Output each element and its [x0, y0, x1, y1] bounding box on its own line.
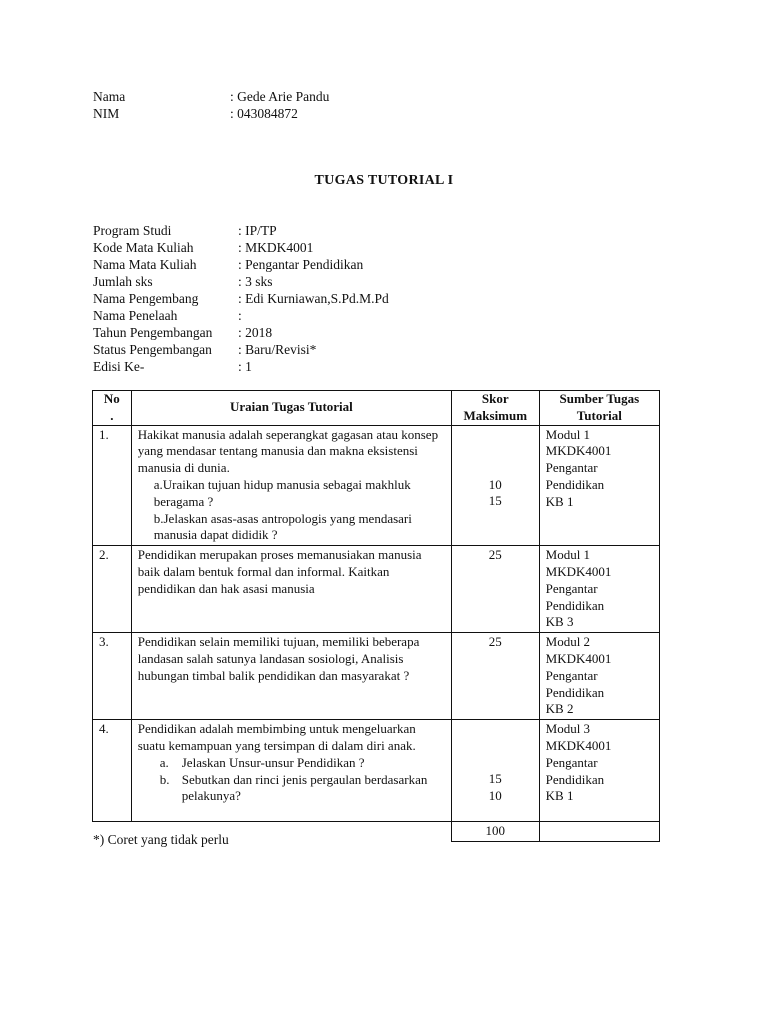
source-line: Modul 3	[545, 721, 591, 737]
table-row	[93, 425, 660, 546]
course-info-value: :	[238, 308, 242, 323]
course-info-value: : Pengantar Pendidikan	[238, 257, 364, 272]
course-info-label: Tahun Pengembangan	[93, 325, 213, 340]
student-name-value: : Gede Arie Pandu	[230, 89, 330, 104]
row-source	[539, 546, 659, 633]
source-line: Modul 1	[545, 426, 591, 442]
course-info-label: Nama Mata Kuliah	[93, 257, 197, 272]
row-description	[131, 720, 451, 822]
table-row	[93, 633, 660, 720]
row-score	[451, 720, 539, 822]
header-score-line: Skor	[481, 391, 509, 406]
row-description: Pendidikan selain memiliki tujuan, memiliki beberapa landasan salah satunya landasan sosiologi, Analisis hubungan timbal balik pendidikan dan masyarakat ?	[131, 633, 451, 720]
row-source	[539, 720, 659, 822]
task-subquestion	[138, 755, 445, 772]
source-line: Pengantar	[545, 667, 598, 683]
task-question: Pendidikan adalah membimbing untuk mengeluarkan suatu kemampuan yang tersimpan di dalam diri anak.	[137, 721, 416, 753]
course-info-value: : 1	[238, 359, 252, 374]
header-source	[539, 391, 659, 426]
header-source-line: Sumber Tugas	[559, 391, 640, 406]
source-line: MKDK4001	[545, 443, 612, 459]
score-value: 15	[488, 493, 502, 509]
source-line: Modul 2	[545, 634, 591, 650]
source-line: MKDK4001	[545, 650, 612, 666]
subquestion-marker: a.	[159, 754, 169, 770]
row-number: 4.	[93, 720, 132, 822]
score-value: 10	[488, 476, 502, 492]
course-info-value: : 3 sks	[238, 274, 273, 289]
source-line: KB 2	[545, 701, 574, 717]
source-line: KB 1	[545, 493, 574, 509]
task-subquestion	[138, 772, 445, 806]
course-info-label: Edisi Ke-	[93, 359, 145, 374]
student-nim-label: NIM	[93, 106, 120, 121]
footnote: *) Coret yang tidak perlu	[93, 832, 229, 847]
source-line: Pengantar	[545, 754, 598, 770]
header-description: Uraian Tugas Tutorial	[131, 391, 451, 426]
task-subquestion: b.Jelaskan asas-asas antropologis yang mendasari manusia dapat dididik ?	[153, 510, 412, 543]
source-line: Modul 1	[545, 547, 591, 563]
course-info-value: : IP/TP	[238, 223, 277, 238]
source-line: KB 1	[545, 788, 574, 804]
course-info-label: Status Pengembangan	[93, 342, 212, 357]
row-score: 25	[451, 633, 539, 720]
header-score	[451, 391, 539, 426]
header-no-line: .	[110, 407, 114, 423]
table-header-row	[93, 391, 660, 426]
student-name-label: Nama	[93, 89, 126, 104]
course-info-label: Jumlah sks	[93, 274, 153, 289]
student-nim-value: : 043084872	[230, 106, 298, 121]
total-score: 100	[451, 822, 539, 842]
empty-cell	[539, 822, 659, 842]
subquestion-text: Sebutkan dan rinci jenis pergaulan berdasarkan pelakunya?	[181, 771, 428, 804]
row-score	[451, 425, 539, 546]
course-info-value: : MKDK4001	[238, 240, 314, 255]
source-line: Pengantar	[545, 460, 598, 476]
source-line: MKDK4001	[545, 563, 612, 579]
table-row	[93, 720, 660, 822]
course-info-label: Nama Pengembang	[93, 291, 199, 306]
header-no-line: No	[103, 391, 120, 406]
score-value: 10	[488, 787, 502, 803]
row-number: 1.	[93, 425, 132, 546]
task-table	[92, 390, 660, 842]
course-info-label: Nama Penelaah	[93, 308, 178, 323]
course-info-value: : 2018	[238, 325, 273, 340]
source-line: MKDK4001	[545, 737, 612, 753]
header-source-line: Tutorial	[576, 407, 622, 423]
row-number: 3.	[93, 633, 132, 720]
course-info-label: Program Studi	[93, 223, 172, 238]
source-line: Pendidikan	[545, 597, 605, 613]
row-source	[539, 633, 659, 720]
header-score-line: Maksimum	[463, 407, 528, 423]
row-source	[539, 425, 659, 546]
document-title: TUGAS TUTORIAL I	[314, 173, 454, 188]
row-description: Pendidikan merupakan proses memanusiakan manusia baik dalam bentuk formal dan informal. Kaitkan pendidikan dan hak asasi manusia	[131, 546, 451, 633]
row-score: 25	[451, 546, 539, 633]
task-question: Hakikat manusia adalah seperangkat gagasan atau konsep yang mendasar tentang manusia dan makna eksistensi manusia di dunia.	[137, 426, 439, 476]
subquestion-marker: b.	[159, 771, 170, 787]
subquestion-text: Jelaskan Unsur-unsur Pendidikan ?	[181, 754, 365, 770]
course-info-value: : Baru/Revisi*	[238, 342, 317, 357]
course-info-value: : Edi Kurniawan,S.Pd.M.Pd	[238, 291, 389, 306]
header-no	[93, 391, 132, 426]
row-description	[131, 425, 451, 546]
course-info-label: Kode Mata Kuliah	[93, 240, 194, 255]
table-row	[93, 546, 660, 633]
source-line: Pengantar	[545, 580, 598, 596]
source-line: KB 3	[545, 614, 574, 630]
source-line: Pendidikan	[545, 771, 605, 787]
source-line: Pendidikan	[545, 476, 605, 492]
row-number: 2.	[93, 546, 132, 633]
source-line: Pendidikan	[545, 684, 605, 700]
task-subquestion: a.Uraikan tujuan hidup manusia sebagai makhluk beragama ?	[153, 476, 411, 509]
score-value: 15	[488, 771, 502, 787]
